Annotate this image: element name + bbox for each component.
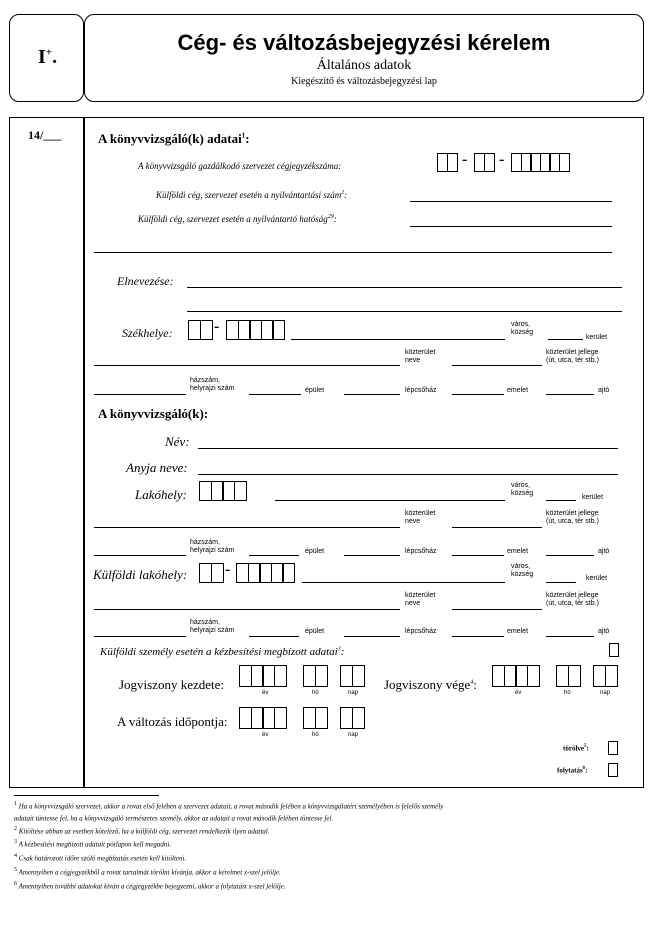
start-day-field[interactable]: [340, 665, 363, 687]
seat-building-input[interactable]: [344, 394, 400, 395]
city-label: város, község: [511, 563, 534, 578]
reg-no-type-field[interactable]: [474, 153, 493, 172]
change-date-label: A változás időpontja:: [117, 714, 228, 729]
name-label: Elnevezése:: [117, 274, 174, 288]
end-year-field[interactable]: [492, 665, 538, 687]
footnote-2: adatait tüntesse fel, ha a könyvvizsgáló természetes személy, akkor az adatait a rovat második felében tüntesse fel.: [14, 814, 334, 823]
house-label: házszám, helyrajzi szám: [190, 539, 235, 554]
dash-icon: -: [225, 561, 231, 578]
foreign-city-input[interactable]: [302, 582, 505, 583]
footnote-6: $^5$ Amennyiben a cégjegyzékből a rovat tartalmát törölni kívánja, akkor a kérelmet x-szel jelölje.: [14, 867, 281, 877]
dash-icon: -: [462, 151, 468, 168]
seat-label: Székhelye:: [122, 326, 173, 340]
foreign-street-input[interactable]: [94, 609, 400, 610]
page-number: 14/___: [28, 128, 62, 142]
start-month-field[interactable]: [303, 665, 326, 687]
change-day-field[interactable]: [340, 707, 363, 729]
name-input-2[interactable]: [187, 311, 622, 312]
seat-floor-input[interactable]: [546, 394, 594, 395]
residence-street-input[interactable]: [94, 527, 400, 528]
change-year-field[interactable]: [239, 707, 285, 729]
footnote-7: $^6$ Amennyiben további adatokat kíván a cégjegyzékbe bejegyezni, akkor a folytatást x-szel jelölje.: [14, 881, 286, 891]
foreign-floor-input[interactable]: [546, 636, 594, 637]
footnote-5: $^4$ Csak határozott időre szóló megbízatás esetén kell kitölteni.: [14, 853, 187, 863]
street-type-label: közterület jellege (út, utca, tér stb.): [546, 349, 599, 364]
foreign-auth-input[interactable]: [410, 226, 612, 227]
foreign-reg-label: Külföldi cég, szervezet esetén a nyilvántartási szám$^2$:: [156, 190, 348, 200]
district-label: kerület: [586, 334, 608, 341]
staircase-label: lépcsőház: [405, 628, 437, 635]
year-label: év: [515, 690, 522, 696]
residence-street-type-input[interactable]: [452, 527, 542, 528]
auditors-heading: A könyvvizsgáló(k):: [98, 406, 209, 421]
reg-no-serial-field[interactable]: [511, 153, 568, 172]
day-label: nap: [348, 690, 359, 696]
residence-floor-input[interactable]: [546, 555, 594, 556]
footnote-1: $^1$ Ha a könyvvizsgáló szervezet, akkor a rovat első felében a szervezet adatait, a rovat második felében a könyvvizsgálatért személyében is felelős személy: [14, 801, 444, 811]
foreign-district-input[interactable]: [546, 582, 576, 583]
foreign-residence-label: Külföldi lakóhely:: [93, 567, 188, 582]
day-label: nap: [600, 690, 611, 696]
city-label: város, község: [511, 482, 534, 497]
year-label: év: [262, 690, 269, 696]
form-code: I+.: [38, 46, 58, 68]
district-label: kerület: [582, 494, 604, 501]
street-label: közterület neve: [405, 349, 436, 364]
residence-building-input[interactable]: [344, 555, 400, 556]
district-label: kerület: [586, 575, 608, 582]
residence-city-input[interactable]: [275, 500, 505, 501]
dash-icon: -: [214, 318, 220, 335]
foreign-reg-input[interactable]: [410, 201, 612, 202]
name-input[interactable]: [187, 287, 622, 288]
start-year-field[interactable]: [239, 665, 285, 687]
year-label: év: [262, 732, 269, 738]
seat-district-input[interactable]: [548, 339, 583, 340]
door-label: ajtó: [598, 628, 610, 635]
floor-label: emelet: [507, 548, 529, 555]
day-label: nap: [348, 732, 359, 738]
foreign-staircase-input[interactable]: [452, 636, 504, 637]
building-label: épület: [305, 628, 325, 635]
seat-staircase-input[interactable]: [452, 394, 504, 395]
deleted-checkbox[interactable]: [608, 741, 618, 755]
foreign-building-input[interactable]: [344, 636, 400, 637]
dash-icon: -: [499, 151, 505, 168]
auditor-data-heading: A könyvvizsgáló(k) adatai$^1$:: [98, 131, 250, 146]
continued-checkbox[interactable]: [608, 763, 618, 777]
seat-city-input[interactable]: [291, 339, 505, 340]
foreign-auth-label: Külföldi cég, szervezet esetén a nyilvántartó hatóság$^{29}$:: [138, 214, 337, 224]
floor-label: emelet: [507, 387, 529, 394]
seat-zip-field[interactable]: [188, 320, 211, 340]
left-column: [9, 117, 84, 788]
house-label: házszám, helyrajzi szám: [190, 619, 235, 634]
staircase-label: lépcsőház: [405, 387, 437, 394]
floor-label: emelet: [507, 628, 529, 635]
foreign-street-type-input[interactable]: [452, 609, 542, 610]
month-label: hó: [312, 690, 319, 696]
foreign-house-input[interactable]: [94, 636, 186, 637]
page-subtitle: Általános adatok: [316, 58, 412, 73]
person-name-label: Név:: [165, 434, 190, 449]
reg-no-label: A könyvvizsgáló gazdálkodó szervezet cégjegyzékszáma:: [138, 161, 342, 171]
door-label: ajtó: [598, 548, 610, 555]
building-label: épület: [305, 387, 325, 394]
seat-street-input[interactable]: [94, 365, 400, 366]
month-label: hó: [564, 690, 571, 696]
reg-no-court-field[interactable]: [437, 153, 456, 172]
seat-zip-field-2[interactable]: [226, 320, 284, 340]
footnote-3: $^2$ Kitöltése abban az esetben kötelező, ha a külföldi cég, szervezet rendelkezik ilyen adattal.: [14, 826, 270, 836]
mother-name-label: Anyja neve:: [126, 460, 188, 475]
building-label: épület: [305, 548, 325, 555]
continued-label: folytatás$^6$:: [557, 766, 588, 775]
street-label: közterület neve: [405, 592, 436, 607]
seat-house-input[interactable]: [94, 394, 186, 395]
page-title: Cég- és változásbejegyzési kérelem: [177, 30, 551, 55]
month-label: hó: [312, 732, 319, 738]
street-type-label: közterület jellege (út, utca, tér stb.): [546, 592, 599, 607]
person-name-input[interactable]: [198, 448, 618, 449]
street-label: közterület neve: [405, 510, 436, 525]
footnote-4: $^3$ A kézbesítési megbízott adatait pótlapon kell megadni.: [14, 839, 172, 849]
residence-staircase-input[interactable]: [452, 555, 504, 556]
staircase-label: lépcsőház: [405, 548, 437, 555]
house-label: házszám, helyrajzi szám: [190, 377, 235, 392]
end-label: Jogviszony vége$^4$:: [384, 677, 477, 692]
residence-district-input[interactable]: [546, 500, 576, 501]
footnote-divider: [14, 795, 159, 796]
foreign-auth-input-2[interactable]: [94, 252, 612, 253]
start-label: Jogviszony kezdete:: [119, 677, 225, 692]
residence-label: Lakóhely:: [135, 487, 187, 502]
city-label: város, község: [511, 321, 534, 336]
change-month-field[interactable]: [303, 707, 326, 729]
agent-checkbox[interactable]: [609, 643, 619, 657]
foreign-zip-field[interactable]: [199, 563, 222, 583]
page-subtitle2: Kiegészítő és változásbejegyzési lap: [291, 76, 437, 87]
deleted-label: törölve$^5$:: [563, 744, 589, 753]
foreign-lot-input[interactable]: [249, 636, 299, 637]
foreign-zip-field-2[interactable]: [236, 563, 294, 583]
seat-lot-input[interactable]: [249, 394, 301, 395]
residence-zip-field[interactable]: [199, 481, 245, 501]
end-month-field[interactable]: [556, 665, 579, 687]
residence-lot-input[interactable]: [249, 555, 299, 556]
street-type-label: közterület jellege (út, utca, tér stb.): [546, 510, 599, 525]
seat-street-type-input[interactable]: [452, 365, 542, 366]
end-day-field[interactable]: [593, 665, 616, 687]
door-label: ajtó: [598, 387, 610, 394]
residence-house-input[interactable]: [94, 555, 186, 556]
agent-label: Külföldi személy esetén a kézbesítési megbízott adatai$^3$:: [100, 646, 345, 658]
mother-name-input[interactable]: [198, 474, 618, 475]
